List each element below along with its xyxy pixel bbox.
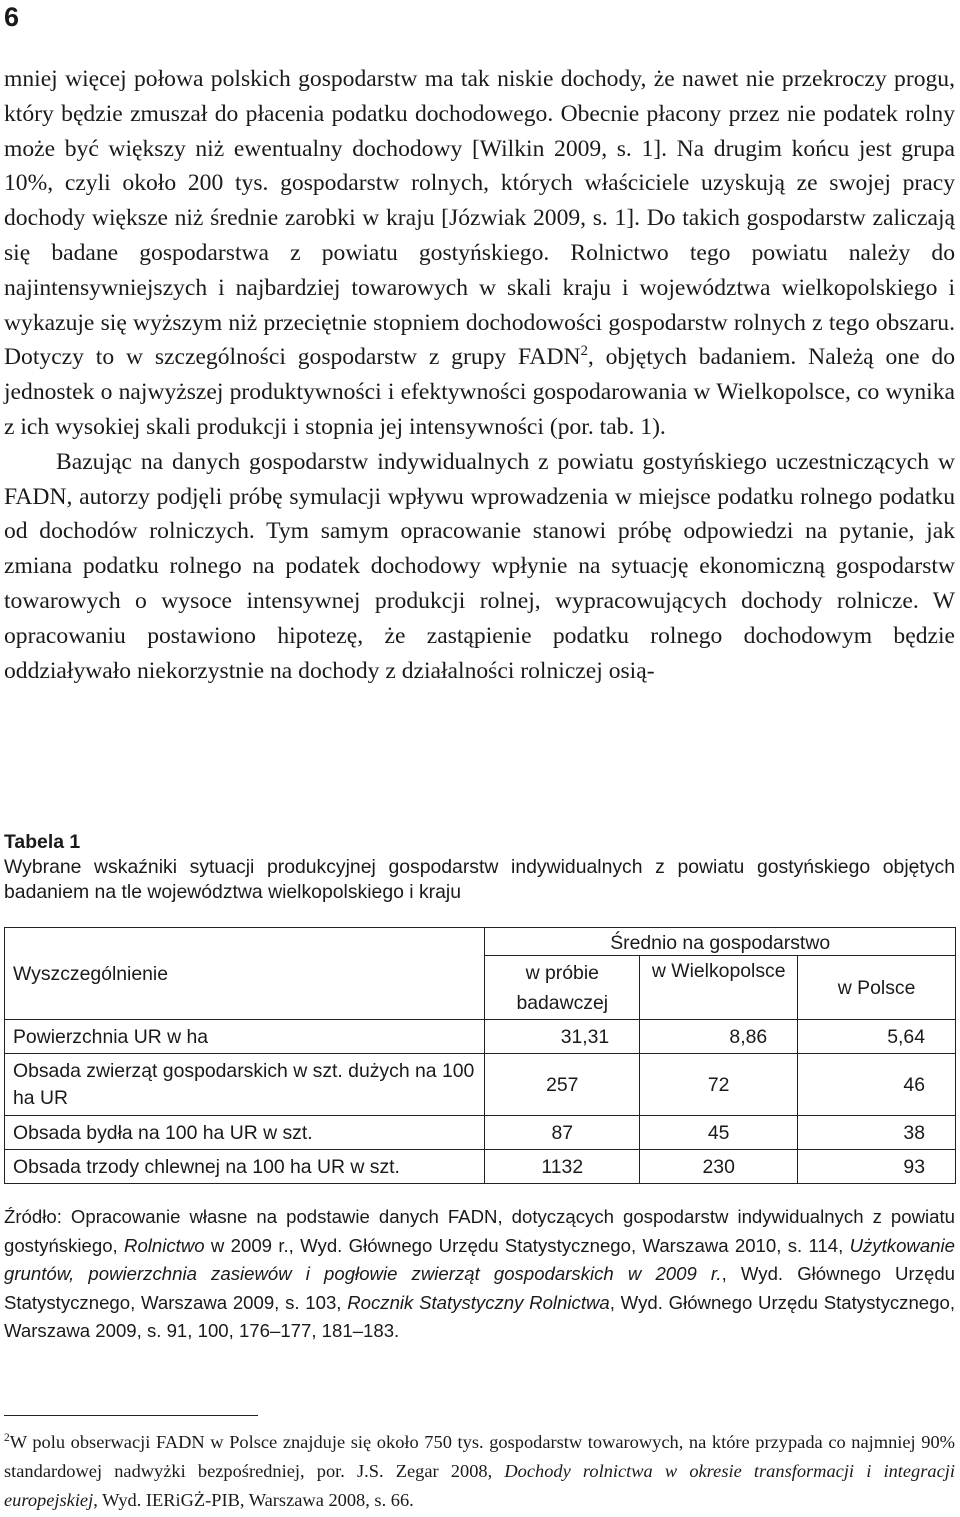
paragraph-2: Bazując na danych gospodarstw indywidualnych z powiatu gostyńskiego uczestniczących w FADN, autorzy podjęli próbę symulacji wpływu wprowadzenia w miejsce podatku rolnego podatku od dochodów rolniczych. Tym samym opracowanie stanowi próbę odpowiedzi na pytanie, jak zmiana podatku rolnego na podatek dochodowy wpłynie na sytuację ekonomiczną gospodarstw towarowych o wysoce intensywnej produkcji rolnej, wypracowujących dochody rolnicze. W opracowaniu postawiono hipotezę, że zastąpienie podatku rolnego dochodowym będzie oddziaływało niekorzystnie na dochody z działalności rolniczej osią-: [4, 448, 955, 684]
header-item: Wyszczególnienie: [5, 928, 485, 1020]
cell-poland: 46: [798, 1054, 956, 1116]
table-source-note: [4, 1203, 955, 1346]
table-caption: [4, 830, 955, 905]
source-title-2: Użytkowanie gruntów, powierzchnia zasiewów i pogłowie zwierząt gospodarskich w 2009 r.: [4, 1234, 955, 1285]
cell-region: 45: [640, 1116, 798, 1150]
source-text-1: Źródło: Opracowanie własne na podstawie danych FADN, dotyczących gospodarstw indywidualnych z powiatu gostyńskiego,: [4, 1206, 955, 1256]
footnote: [4, 1428, 955, 1515]
header-region: w Wielkopolsce: [640, 956, 798, 1020]
table-row: [5, 1150, 956, 1184]
source-text-3: , Wyd. Głównego Urzędu Statystycznego, Warszawa 2009, s. 103,: [4, 1263, 955, 1313]
paragraph-1: [4, 62, 955, 445]
table-row: [5, 1116, 956, 1150]
source-title-3: Rocznik Statystyczny Rolnictwa: [347, 1291, 610, 1313]
body-text: [4, 62, 955, 688]
table-label: Tabela 1: [4, 831, 81, 853]
row-label: Obsada zwierząt gospodarskich w szt. dużych na 100 ha UR: [5, 1054, 485, 1116]
table-row: [5, 1054, 956, 1116]
table-header-row-1: [5, 928, 956, 956]
header-group: Średnio na gospodarstwo: [485, 928, 956, 956]
source-text-2: w 2009 r., Wyd. Głównego Urzędu Statystycznego, Warszawa 2010, s. 114,: [204, 1234, 850, 1256]
cell-sample: 257: [485, 1054, 640, 1116]
data-table: [4, 927, 956, 1184]
footnote-text-1: W polu obserwacji FADN w Polsce znajduje się około 750 tys. gospodarstw towarowych, na które przypada co najmniej 90% standardowej nadwyżki bezpośredniej, por. J.S. Zegar 2008,: [4, 1432, 955, 1481]
cell-region: 72: [640, 1054, 798, 1116]
table-title: Wybrane wskaźniki sytuacji produkcyjnej gospodarstw indywidualnych z powiatu gostyńskiego objętych badaniem na tle województwa wielkopolskiego i kraju: [4, 856, 955, 903]
footnote-marker: 2: [4, 1431, 10, 1444]
header-sample: w próbie badawczej: [485, 956, 640, 1020]
table-row: [5, 1020, 956, 1054]
row-label: Powierzchnia UR w ha: [5, 1020, 485, 1054]
footnote-ref: 2: [580, 343, 588, 360]
cell-region: 230: [640, 1150, 798, 1184]
cell-poland: 93: [798, 1150, 956, 1184]
page-number: 6: [4, 2, 20, 32]
row-label: Obsada trzody chlewnej na 100 ha UR w szt.: [5, 1150, 485, 1184]
cell-sample: 31,31: [485, 1020, 640, 1054]
cell-sample: 87: [485, 1116, 640, 1150]
source-title-1: Rolnictwo: [124, 1234, 205, 1256]
cell-poland: 5,64: [798, 1020, 956, 1054]
paragraph-1-text: mniej więcej połowa polskich gospodarstw ma tak niskie dochody, że nawet nie przekroczy progu, który będzie zmuszał do płacenia podatku dochodowego. Obecnie płacony przez nie podatek rolny może być większy niż ewentualny dochodowy [Wilkin 2009, s. 1]. Na drugim końcu jest grupa 10%, czyli około 200 tys. gospodarstw rolnych, których właściciele uzyskują ze swojej pracy dochody większe niż średnie zarobki w kraju [Józwiak 2009, s. 1]. Do takich gospodarstw zaliczają się badane gospodarstwa z powiatu gostyńskiego. Rolnictwo tego powiatu należy do najintensywniejszych i najbardziej towarowych w skali kraju i województwa wielkopolskiego i wykazuje się wyższym niż przeciętnie stopniem dochodowości gospodarstw rolnych z tego obszaru. Dotyczy to w szczególności gospodarstw z grupy FADN: [4, 66, 955, 371]
row-label: Obsada bydła na 100 ha UR w szt.: [5, 1116, 485, 1150]
paragraph-1-continuation: , objętych badaniem. Należą one do jednostek o najwyższej produktywności i efektywności gospodarowania w Wielkopolsce, co wynika z ich wysokiej skali produkcji i stopnia jej intensywności (por. tab. 1).: [4, 344, 956, 440]
source-text-4: , Wyd. Głównego Urzędu Statystycznego, Warszawa 2009, s. 91, 100, 176–177, 181–183.: [4, 1291, 955, 1342]
cell-region: 8,86: [640, 1020, 798, 1054]
footnote-title: Dochody rolnictwa w okresie transformacji i integracji europejskiej: [4, 1461, 955, 1510]
cell-sample: 1132: [485, 1150, 640, 1184]
footnote-divider: [4, 1415, 258, 1416]
header-poland: w Polsce: [798, 956, 956, 1020]
footnote-text-2: , Wyd. IERiGŻ-PIB, Warszawa 2008, s. 66.: [93, 1490, 414, 1510]
cell-poland: 38: [798, 1116, 956, 1150]
